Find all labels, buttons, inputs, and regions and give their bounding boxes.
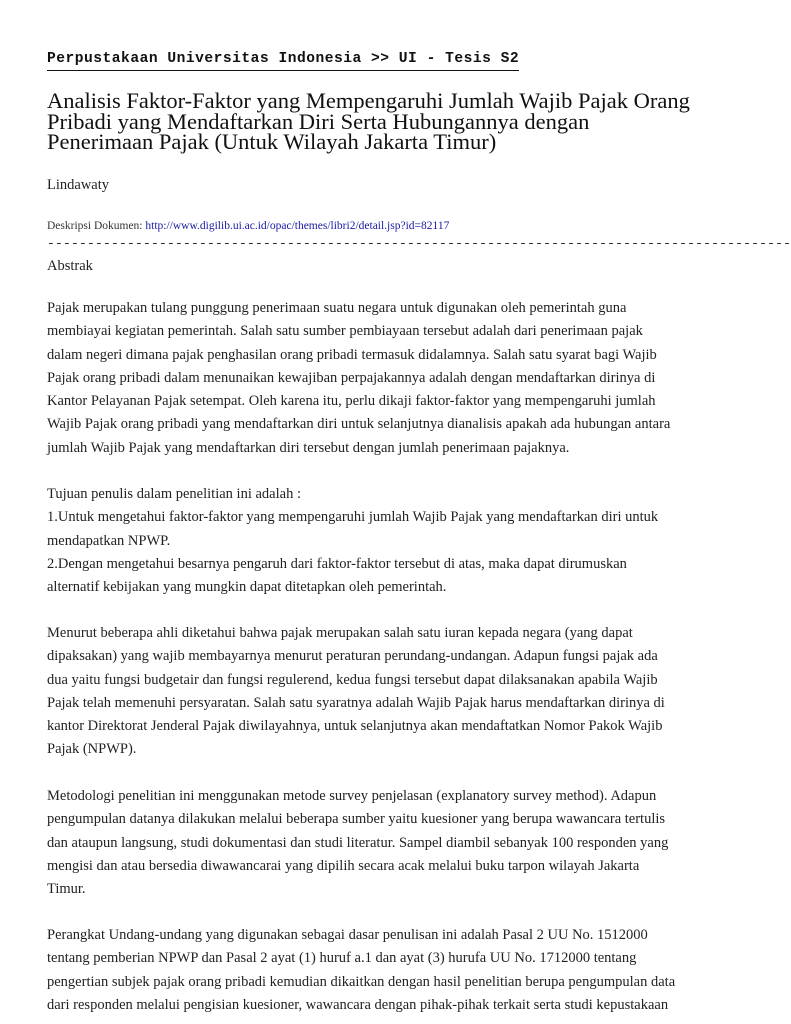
document-title [47, 88, 737, 154]
document-description [47, 220, 449, 232]
text-line: dipaksakan) yang wajib membayarnya menurut peraturan perundang-undangan. Adapun fungsi pajak ada [47, 648, 658, 665]
text-line: alternatif kebijakan yang mungkin dapat ditetapkan oleh pemerintah. [47, 579, 447, 596]
title-line: Penerimaan Pajak (Untuk Wilayah Jakarta Timur) [47, 129, 497, 154]
abstract-paragraph-2 [47, 483, 727, 599]
title-line: Pribadi yang Mendaftarkan Diri Serta Hubungannya dengan [47, 108, 590, 134]
text-line: dua yaitu fungsi budgetair dan fungsi regulerend, kedua fungsi tersebut dapat dilaksanakan apabila Wajib [47, 671, 658, 688]
text-line: pengertian subjek pajak orang pribadi kemudian dikaitkan dengan hasil penelitian berupa pengumpulan data [47, 973, 676, 990]
text-line: Pajak orang pribadi dalam menunaikan kewajiban perpajakannya adalah dengan mendaftarkan dirinya di [47, 369, 656, 386]
breadcrumb: Perpustakaan Universitas Indonesia >> UI - Tesis S2 [47, 51, 519, 71]
text-line: mengisi dan atau bersedia diwawancarai yang dipilih secara acak melalui buku tarpon wilayah Jakarta [47, 857, 640, 874]
text-line: Pajak (NPWP). [47, 741, 137, 758]
text-line: 1.Untuk mengetahui faktor-faktor yang mempengaruhi jumlah Wajib Pajak yang mendaftarkan diri untuk [47, 509, 659, 526]
text-line: Kantor Pelayanan Pajak setempat. Oleh karena itu, perlu dikaji faktor-faktor yang mempengaruhi jumlah [47, 393, 656, 410]
text-line: Menurut beberapa ahli diketahui bahwa pajak merupakan salah satu iuran kepada negara (yang dapat [47, 625, 633, 641]
text-line: dalam negeri dimana pajak penghasilan orang pribadi termasuk didalamnya. Salah satu syarat bagi Wajib [47, 346, 657, 363]
text-line: Tujuan penulis dalam penelitian ini adalah : [47, 486, 301, 502]
text-line: Perangkat Undang-undang yang digunakan sebagai dasar penulisan ini adalah Pasal 2 UU No. 1512000 [47, 927, 648, 943]
text-line: Pajak merupakan tulang punggung penerimaan suatu negara untuk digunakan oleh pemerintah guna [47, 300, 627, 316]
abstract-paragraph-4 [47, 785, 727, 901]
description-link[interactable]: http://www.digilib.ui.ac.id/opac/themes/libri2/detail.jsp?id=82117 [145, 220, 450, 232]
text-line: tentang pemberian NPWP dan Pasal 2 ayat (1) huruf a.1 dan ayat (3) hurufa UU No. 1712000 tentang [47, 950, 637, 967]
description-label: Deskripsi Dokumen: [47, 220, 146, 232]
abstract-paragraph-5 [47, 924, 727, 1017]
text-line: Pajak telah memenuhi persyaratan. Salah satu syaratnya adalah Wajib Pajak harus mendaftarkan dirinya di [47, 694, 665, 711]
abstract-paragraph-1 [47, 297, 727, 460]
text-line: Timur. [47, 881, 86, 898]
text-line: Wajib Pajak orang pribadi yang mendaftarkan diri untuk selanjutnya dianalisis apakah ada hubungan antara [47, 416, 671, 433]
text-line: Metodologi penelitian ini menggunakan metode survey penjelasan (explanatory survey method). Adapun [47, 788, 657, 804]
text-line: mendapatkan NPWP. [47, 532, 171, 549]
abstract-paragraph-3 [47, 622, 727, 762]
text-line: dari responden melalui pengisian kuesioner, wawancara dengan pihak-pihak terkait serta studi kepustakaan [47, 996, 669, 1013]
author-name: Lindawaty [47, 177, 110, 193]
section-heading-abstrak: Abstrak [47, 258, 93, 274]
text-line: membiayai kegiatan pemerintah. Salah satu sumber pembiayaan tersebut adalah dari penerimaan pajak [47, 323, 643, 340]
text-line: kantor Direktorat Jenderal Pajak diwilayahnya, untuk selanjutnya akan mendaftatkan Nomor Pakok Wajib [47, 718, 663, 735]
title-line: Analisis Faktor-Faktor yang Mempengaruhi Jumlah Wajib Pajak Orang [47, 88, 690, 113]
text-line: dan ataupun langsung, studi dokumentasi dan studi literatur. Sampel diambil sebanyak 100 responden yang [47, 834, 669, 851]
text-line: jumlah Wajib Pajak yang mendaftarkan diri tersebut dengan jumlah penerimaan pajaknya. [47, 439, 570, 456]
text-line: pengumpulan datanya dilakukan melalui beberapa sumber yaitu kuesioner yang berupa wawancara tertulis [47, 811, 666, 828]
divider-line: --------------------------------------------------------------------------------------------- [47, 236, 791, 251]
text-line: 2.Dengan mengetahui besarnya pengaruh dari faktor-faktor tersebut di atas, maka dapat dirumuskan [47, 555, 627, 572]
